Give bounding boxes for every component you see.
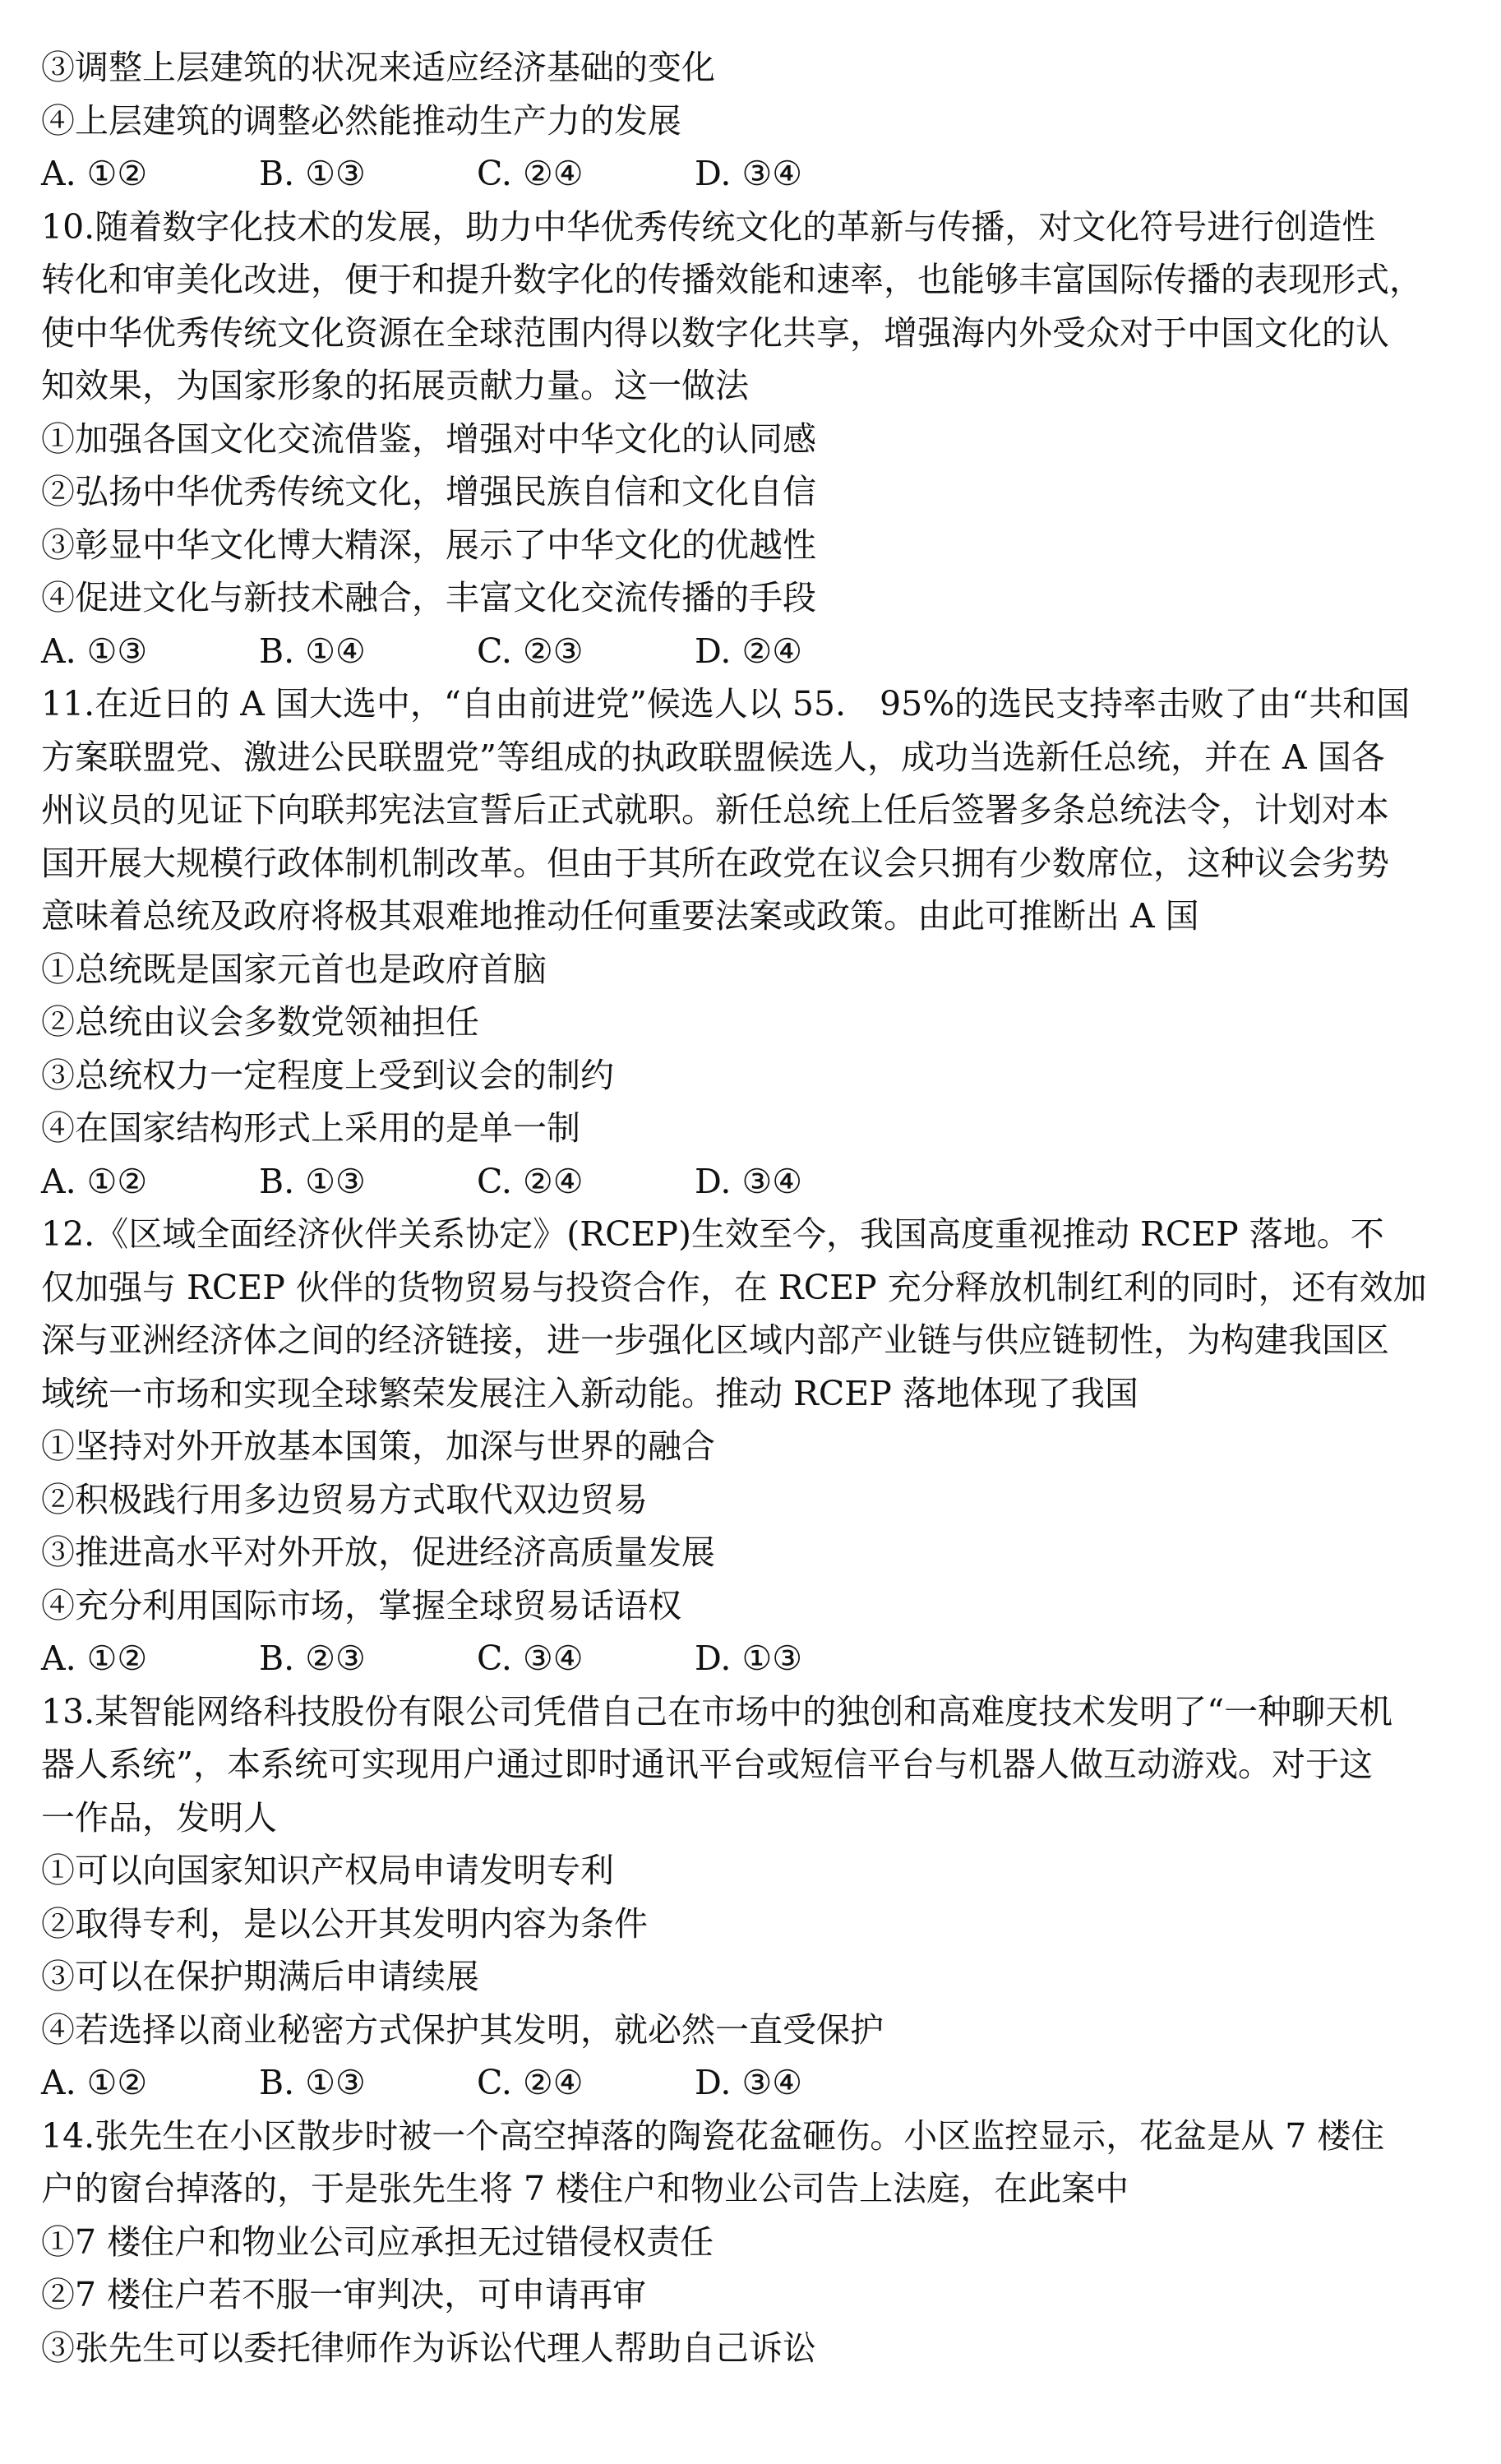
q10-stem-line: 10.随着数字化技术的发展，助力中华优秀传统文化的革新与传播，对文化符号进行创造性	[41, 206, 1376, 247]
q14-stem-line: 14.张先生在小区散步时被一个高空掉落的陶瓷花盆砸伤。小区监控显示，花盆是从 7 楼住	[41, 2115, 1385, 2156]
question-13	[41, 1685, 1471, 2110]
q10-option-c: C. ②③	[477, 631, 584, 671]
q10-option-d: D. ②④	[695, 631, 802, 671]
question-10	[41, 201, 1471, 678]
q12-option-d: D. ①③	[695, 1639, 802, 1678]
q11-stem-line: 国开展大规模行政体制机制改革。但由于其所在政党在议会只拥有少数席位，这种议会劣势	[41, 843, 1389, 883]
q10-item-3: ③彰显中华文化博大精深，展示了中华文化的优越性	[41, 525, 816, 565]
q13-item-1: ①可以向国家知识产权局申请发明专利	[41, 1851, 614, 1890]
q11-options	[41, 1155, 1471, 1209]
q10-stem-line: 知效果，为国家形象的拓展贡献力量。这一做法	[41, 366, 749, 405]
q9-option-c: C. ②④	[477, 154, 584, 193]
q14-item-3: ③张先生可以委托律师作为诉讼代理人帮助自己诉讼	[41, 2328, 816, 2368]
q13-option-d: D. ③④	[695, 2063, 802, 2102]
q9-options	[41, 147, 1471, 201]
q12-item-2: ②积极践行用多边贸易方式取代双边贸易	[41, 1479, 648, 1519]
q9-option-a: A. ①②	[41, 154, 148, 193]
q11-item-1: ①总统既是国家元首也是政府首脑	[41, 949, 547, 989]
q11-option-b: B. ①③	[259, 1161, 366, 1201]
q10-option-a: A. ①③	[41, 631, 148, 671]
q13-item-3: ③可以在保护期满后申请续展	[41, 1957, 479, 1996]
q12-item-4: ④充分利用国际市场，掌握全球贸易话语权	[41, 1585, 681, 1625]
q10-item-2: ②弘扬中华优秀传统文化，增强民族自信和文化自信	[41, 472, 816, 511]
question-11	[41, 677, 1471, 1208]
q12-item-1: ①坚持对外开放基本国策，加深与世界的融合	[41, 1426, 715, 1466]
q12-item-3: ③推进高水平对外开放，促进经济高质量发展	[41, 1532, 715, 1572]
q11-item-2: ②总统由议会多数党领袖担任	[41, 1002, 479, 1042]
exam-page	[41, 41, 1471, 2374]
q13-item-4: ④若选择以商业秘密方式保护其发明，就必然一直受保护	[41, 2009, 884, 2050]
q14-item-2: ②7 楼住户若不服一审判决，可申请再审	[41, 2275, 647, 2314]
q10-item-1: ①加强各国文化交流借鉴，增强对中华文化的认同感	[41, 418, 816, 459]
q11-stem-line: 州议员的见证下向联邦宪法宣誓后正式就职。新任总统上任后签署多条总统法令，计划对本	[41, 790, 1389, 830]
q11-item-4: ④在国家结构形式上采用的是单一制	[41, 1108, 580, 1148]
q9-option-b: B. ①③	[259, 154, 366, 193]
q14-stem-line: 户的窗台掉落的，于是张先生将 7 楼住户和物业公司告上法庭，在此案中	[41, 2169, 1129, 2208]
q10-stem-line: 转化和审美化改进，便于和提升数字化的传播效能和速率，也能够丰富国际传播的表现形式，	[41, 260, 1423, 299]
question-12	[41, 1208, 1471, 1685]
q12-stem-line: 仅加强与 RCEP 伙伴的货物贸易与投资合作，在 RCEP 充分释放机制红利的同时，还有效加	[41, 1267, 1427, 1307]
q13-option-a: A. ①②	[41, 2063, 148, 2102]
q14-item-1: ①7 楼住户和物业公司应承担无过错侵权责任	[41, 2221, 714, 2262]
q11-option-c: C. ②④	[477, 1161, 584, 1201]
q9-item-3: ③调整上层建筑的状况来适应经济基础的变化	[41, 48, 715, 87]
q11-stem-line: 方案联盟党、激进公民联盟党”等组成的执政联盟候选人，成功当选新任总统，并在 A 国各	[41, 737, 1385, 777]
q11-option-a: A. ①②	[41, 1161, 148, 1201]
q13-stem-line: 13.某智能网络科技股份有限公司凭借自己在市场中的独创和高难度技术发明了“一种聊天机	[41, 1691, 1393, 1731]
q12-stem-line: 深与亚洲经济体之间的经济链接，进一步强化区域内部产业链与供应链韧性，为构建我国区	[41, 1320, 1389, 1360]
q10-options	[41, 625, 1471, 678]
q11-stem-line: 11.在近日的 A 国大选中，“自由前进党”候选人以 55. 95%的选民支持率击败了由“共和国	[41, 684, 1411, 723]
q13-stem-line: 器人系统”，本系统可实现用户通过即时通讯平台或短信平台与机器人做互动游戏。对于这	[41, 1745, 1373, 1784]
q11-option-d: D. ③④	[695, 1161, 802, 1201]
q13-item-2: ②取得专利，是以公开其发明内容为条件	[41, 1903, 648, 1944]
q9-option-d: D. ③④	[695, 154, 802, 193]
q10-item-4: ④促进文化与新技术融合，丰富文化交流传播的手段	[41, 578, 816, 617]
q12-stem-line: 12.《区域全面经济伙伴关系协定》(RCEP)生效至今，我国高度重视推动 RCEP 落地。不	[41, 1214, 1384, 1254]
q13-stem-line: 一作品，发明人	[41, 1797, 277, 1838]
q11-item-3: ③总统权力一定程度上受到议会的制约	[41, 1055, 614, 1095]
q10-stem-line: 使中华优秀传统文化资源在全球范围内得以数字化共享，增强海内外受众对于中国文化的认	[41, 312, 1389, 353]
q12-option-b: B. ②③	[259, 1639, 366, 1678]
q13-option-c: C. ②④	[477, 2063, 584, 2102]
q12-options	[41, 1632, 1471, 1685]
q13-option-b: B. ①③	[259, 2063, 366, 2102]
q12-option-a: A. ①②	[41, 1639, 148, 1678]
question-9-continued	[41, 41, 1471, 201]
q9-item-4: ④上层建筑的调整必然能推动生产力的发展	[41, 100, 681, 141]
question-14	[41, 2110, 1471, 2375]
q12-stem-line: 域统一市场和实现全球繁荣发展注入新动能。推动 RCEP 落地体现了我国	[41, 1373, 1138, 1413]
q10-option-b: B. ①④	[259, 631, 366, 671]
q13-options	[41, 2056, 1471, 2110]
q11-stem-line: 意味着总统及政府将极其艰难地推动任何重要法案或政策。由此可推断出 A 国	[41, 896, 1199, 936]
q12-option-c: C. ③④	[477, 1639, 584, 1678]
